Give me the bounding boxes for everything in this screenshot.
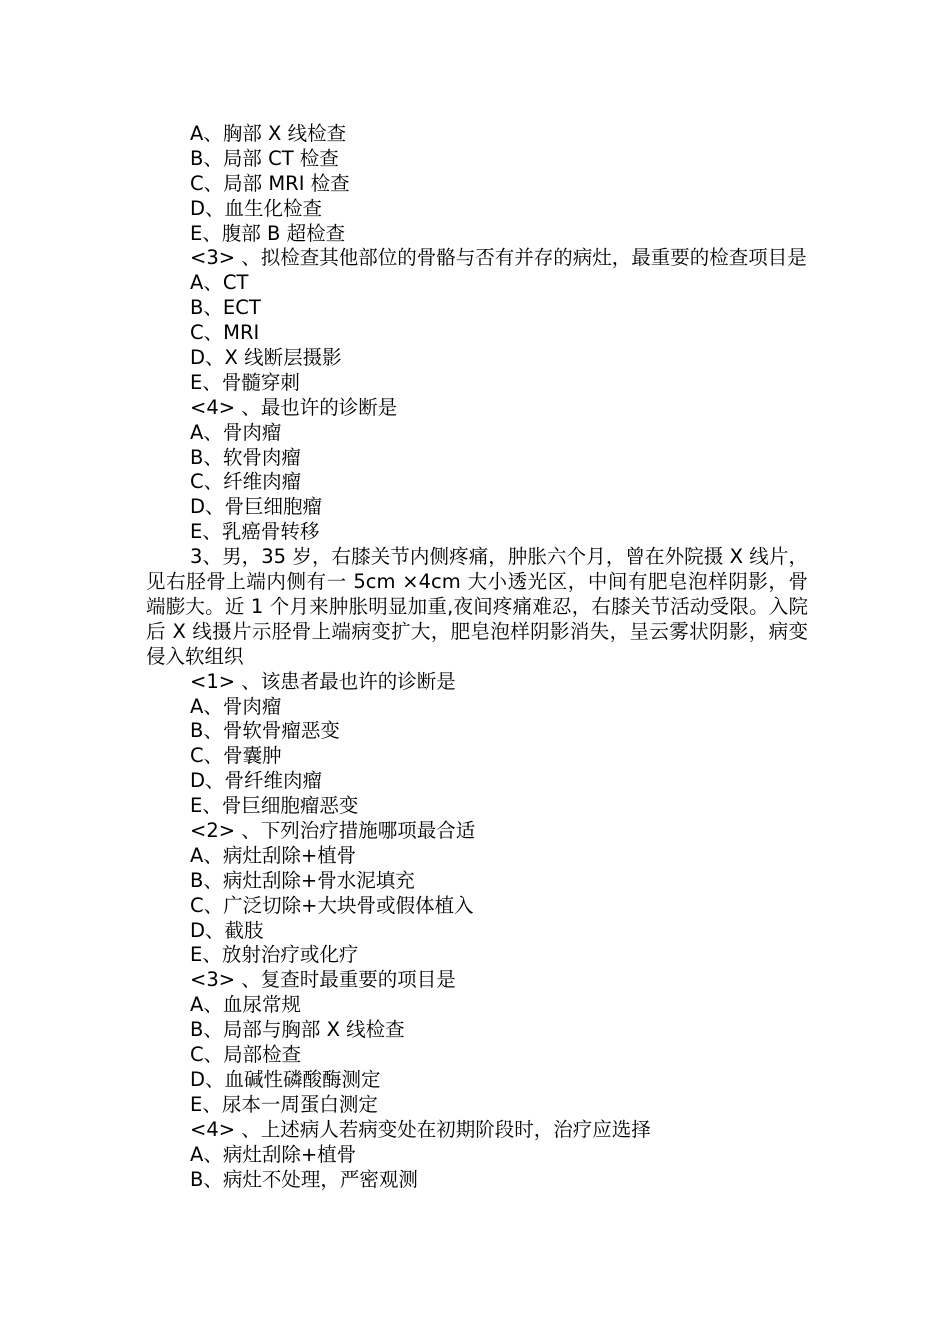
option-line: A、胸部 X 线检查 <box>190 122 347 145</box>
option-line: C、纤维肉瘤 <box>190 470 302 494</box>
option-line: B、骨软骨瘤恶变 <box>190 719 340 743</box>
option-line: E、尿本一周蛋白测定 <box>190 1092 378 1116</box>
option-line: D、骨巨细胞瘤 <box>190 495 323 519</box>
option-line: A、骨肉瘤 <box>190 694 282 718</box>
option-line: B、局部与胸部 X 线检查 <box>190 1018 405 1042</box>
option-line: C、MRI <box>190 321 260 345</box>
option-line: E、骨巨细胞瘤恶变 <box>190 794 359 818</box>
option-line: D、截肢 <box>190 918 264 942</box>
question-line: <4> 、上述病人若病变处在初期阶段时，治疗应选择 <box>190 1117 651 1141</box>
option-line: B、病灶不处理，严密观测 <box>190 1167 418 1191</box>
option-line: E、腹部 B 超检查 <box>190 221 346 245</box>
option-line: A、病灶刮除+植骨 <box>190 1142 357 1166</box>
option-line: B、病灶刮除+骨水泥填充 <box>190 868 415 892</box>
option-line: A、骨肉瘤 <box>190 420 282 444</box>
option-line: B、软骨肉瘤 <box>190 445 301 469</box>
option-line: C、广泛切除+大块骨或假体植入 <box>190 893 474 917</box>
option-line: A、血尿常规 <box>190 993 301 1017</box>
option-line: B、局部 CT 检查 <box>190 146 339 170</box>
option-line: D、X 线断层摄影 <box>190 346 342 370</box>
question-paragraph: <3> 、拟检查其他部位的骨骼与否有并存的病灶，最重要的检查项目是 <box>190 246 807 270</box>
question-line: <4> 、最也许的诊断是 <box>190 395 398 419</box>
option-line: C、局部 MRI 检查 <box>190 171 350 195</box>
option-line: E、乳癌骨转移 <box>190 520 320 544</box>
option-line: E、放射治疗或化疗 <box>190 943 359 967</box>
option-line: A、病灶刮除+植骨 <box>190 843 357 867</box>
case-paragraph: 3、男，35 岁，右膝关节内侧疼痛，肿胀六个月，曾在外院摄 X 线片，见右胫骨上端内侧有一 5cm ×4cm 大小透光区，中间有肥皂泡样阴影，骨端膨大。近 1 个月来肿胀明显加重,夜间疼痛难忍，右膝关节活动受限。入院后 X 线摄片示胫骨上端病变扩大，肥皂泡样阴影消失，呈云雾状阴影，病变侵入软组织 <box>146 545 808 668</box>
question-line: <3> 、复查时最重要的项目是 <box>190 968 456 992</box>
option-line: C、骨囊肿 <box>190 744 282 768</box>
question-line: <2> 、下列治疗措施哪项最合适 <box>190 819 476 843</box>
option-line: D、血生化检查 <box>190 196 323 220</box>
question-line: <1> 、该患者最也许的诊断是 <box>190 669 456 693</box>
option-line: D、骨纤维肉瘤 <box>190 769 323 793</box>
option-line: A、CT <box>190 271 249 295</box>
document-body <box>146 122 808 1192</box>
option-line: B、ECT <box>190 296 261 320</box>
option-line: D、血碱性磷酸酶测定 <box>190 1067 381 1091</box>
option-line: E、骨髓穿刺 <box>190 370 300 394</box>
option-line: C、局部检查 <box>190 1043 302 1067</box>
